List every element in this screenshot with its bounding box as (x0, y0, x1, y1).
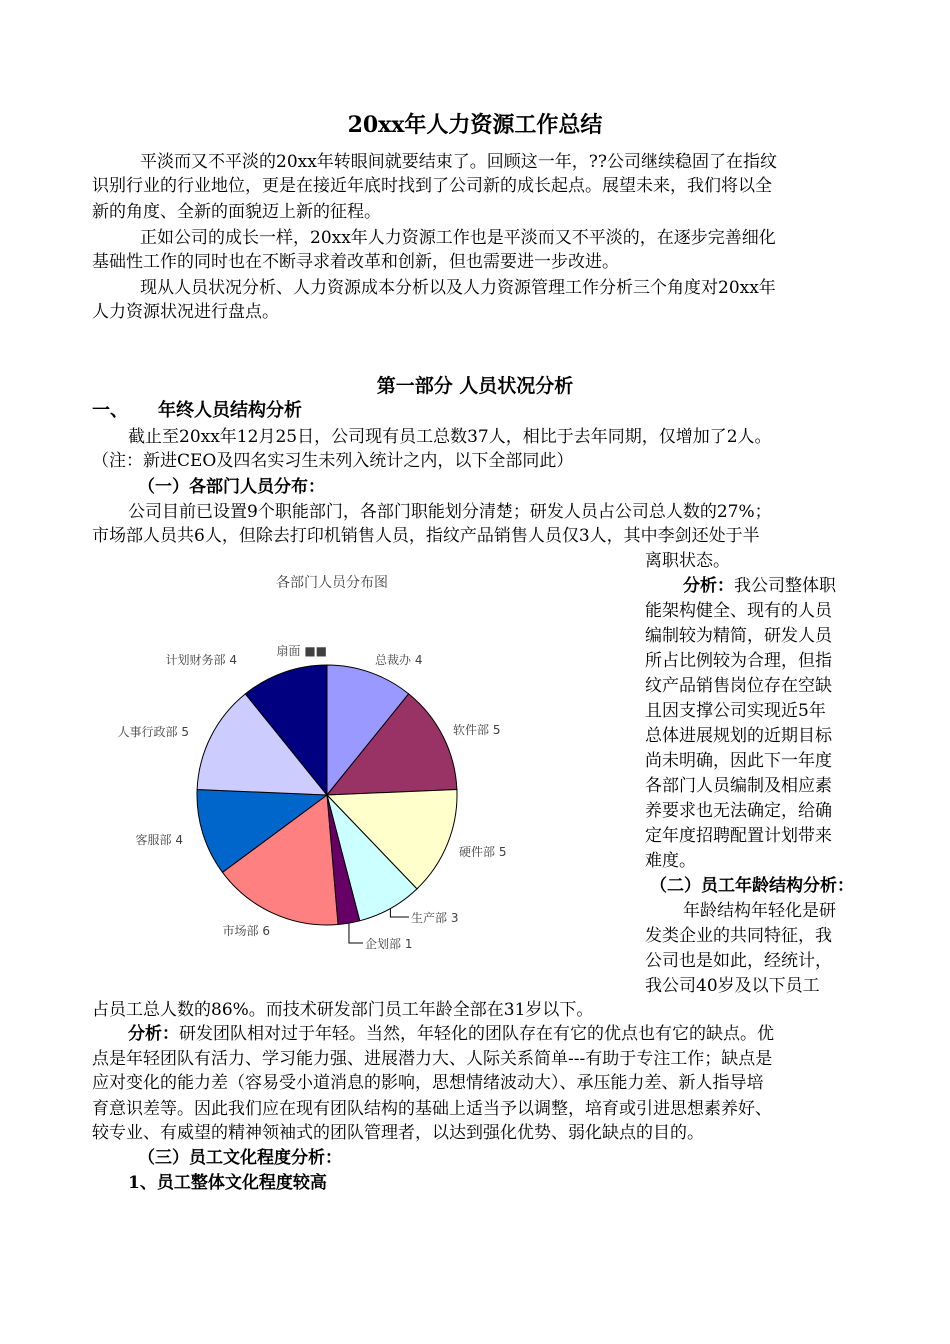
pie-slice-label: 市场部 6 (222, 924, 270, 938)
subsection-title: （三）员工文化程度分析： (138, 1148, 342, 1168)
analysis-label: 分析： (128, 1024, 179, 1044)
body-line: 点是年轻团队有活力、学习能力强、进展潜力大、人际关系简单---有助于专注工作；缺点是 (92, 1049, 773, 1069)
pie-slice-label: 生产部 3 (411, 911, 459, 925)
section-title: 年终人员结构分析 (158, 400, 302, 421)
right-column-line: 离职状态。 (645, 551, 730, 571)
body-line: 公司目前已设置9个职能部门，各部门职能划分清楚；研发人员占公司总人数的27%； (128, 502, 772, 522)
right-column-line: 编制较为精简，研发人员 (645, 626, 832, 646)
body-line: 应对变化的能力差（容易受小道消息的影响，思想情绪波动大）、承压能力差、新人指导培 (92, 1073, 764, 1093)
section-number: 一、 (92, 400, 128, 421)
list-item-heading: 1、员工整体文化程度较高 (128, 1173, 327, 1193)
intro-line: 新的角度、全新的面貌迈上新的征程。 (92, 202, 381, 222)
intro-line: 识别行业的行业地位，更是在接近年底时找到了公司新的成长起点。展望未来，我们将以全 (92, 176, 772, 196)
pie-slice-label: 总裁办 4 (375, 653, 423, 667)
department-pie-chart (95, 560, 515, 960)
pie-leader-line (390, 908, 409, 917)
intro-line: 基础性工作的同时也在不断寻求着改革和创新，但也需要进一步改进。 (92, 252, 619, 272)
body-line (128, 1022, 774, 1046)
pie-slice-label: 硬件部 5 (459, 845, 507, 859)
right-column-line: 定年度招聘配置计划带来 (645, 826, 832, 846)
right-column-line: 发类企业的共同特征，我 (645, 926, 832, 946)
right-column-line: 所占比例较为合理，但指 (645, 651, 832, 671)
right-column-line: 纹产品销售岗位存在空缺 (645, 676, 832, 696)
right-column-line: 我公司40岁及以下员工 (645, 976, 820, 996)
intro-line: 平淡而又不平淡的20xx年转眼间就要结束了。回顾这一年，??公司继续稳固了在指纹 (140, 152, 778, 172)
right-column-line: 尚未明确，因此下一年度 (645, 751, 832, 771)
pie-slice-label: 人事行政部 5 (117, 725, 189, 739)
body-line: 较专业、有威望的精神领袖式的团队管理者，以达到强化优势、弱化缺点的目的。 (92, 1123, 704, 1143)
analysis-text: 我公司整体职 (734, 576, 836, 596)
body-line: （注：新进CEO及四名实习生未列入统计之内，以下全部同此） (92, 451, 574, 471)
body-line: 截止至20xx年12月25日，公司现有员工总数37人，相比于去年同期，仅增加了2人。 (128, 427, 772, 447)
analysis-text: 研发团队相对过于年轻。当然，年轻化的团队存在有它的优点也有它的缺点。优 (179, 1024, 774, 1044)
right-column-line: 公司也是如此，经统计， (645, 951, 832, 971)
document-title: 20xx年人力资源工作总结 (347, 112, 603, 138)
chart-title: 各部门人员分布图 (276, 575, 388, 591)
pie-slice-label: 扇面 ■■ (276, 644, 327, 658)
pie-slice-label: 客服部 4 (135, 833, 183, 847)
right-column-line: 总体进展规划的近期目标 (645, 726, 832, 746)
part-title: 第一部分 人员状况分析 (376, 375, 574, 397)
analysis-label: 分析： (683, 576, 734, 596)
body-line: 育意识差等。因此我们应在现有团队结构的基础上适当予以调整，培育或引进思想素养好、 (92, 1099, 772, 1119)
body-line: 市场部人员共6人，但除去打印机销售人员，指纹产品销售人员仅3人，其中李剑还处于半 (92, 526, 760, 546)
intro-line: 正如公司的成长一样，20xx年人力资源工作也是平淡而又不平淡的，在逐步完善细化 (140, 228, 776, 248)
pie-leader-line (349, 923, 363, 943)
right-column-line: 能架构健全、现有的人员 (645, 601, 832, 621)
pie-slices (197, 665, 457, 925)
right-column-line: 难度。 (645, 851, 696, 871)
right-column-line: 年龄结构年轻化是研 (683, 901, 836, 921)
intro-line: 现从人员状况分析、人力资源成本分析以及人力资源管理工作分析三个角度对20xx年 (140, 278, 776, 298)
right-column-line: 各部门人员编制及相应素 (645, 776, 832, 796)
right-column-line: 养要求也无法确定，给确 (645, 801, 832, 821)
right-column-line (683, 574, 836, 598)
pie-slice-label: 软件部 5 (453, 723, 501, 737)
pie-slice-label: 企划部 1 (365, 937, 413, 951)
body-line: 占员工总人数的86%。而技术研发部门员工年龄全部在31岁以下。 (92, 1000, 594, 1020)
subsection-title: （二）员工年龄结构分析： (650, 876, 854, 896)
pie-slice-label: 计划财务部 4 (165, 653, 237, 667)
intro-line: 人力资源状况进行盘点。 (92, 302, 279, 322)
subsection-title: （一）各部门人员分布： (138, 477, 325, 497)
right-column-line: 且因支撑公司实现近5年 (645, 701, 826, 721)
